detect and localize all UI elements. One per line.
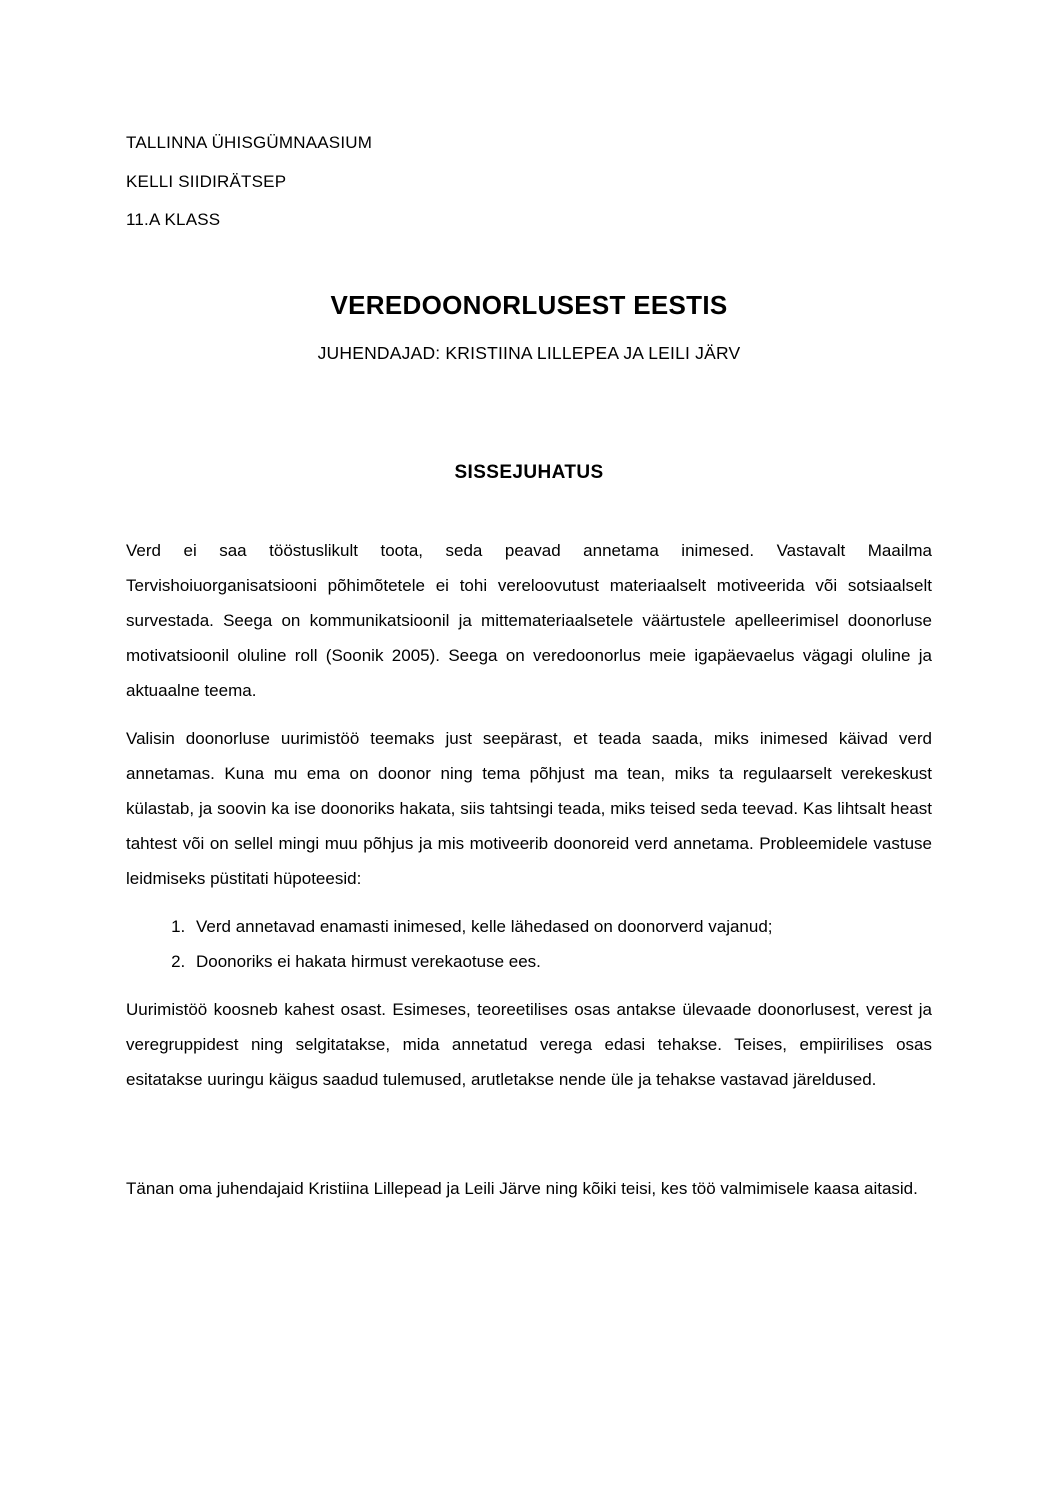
hypotheses-list: [126, 909, 932, 979]
paragraph-intro: Verd ei saa tööstuslikult toota, seda peavad annetama inimesed. Vastavalt Maailma Tervishoiuorganisatsiooni põhimõtetele ei tohi vereloovutust materiaalselt motiveerida või sotsiaalselt survestada. Seega on kommunikatsioonil ja mittemateriaalsetele väärtustele apelleerimisel doonorluse motivatsioonil oluline roll (Soonik 2005). Seega on veredoonorlus meie igapäevaelus vägagi oluline ja aktuaalne teema.: [126, 540, 932, 700]
hypothesis-item-2: 2. Doonoriks ei hakata hirmust verekaotuse ees.: [190, 944, 932, 979]
paragraph-structure: Uurimistöö koosneb kahest osast. Esimeses, teoreetilises osas antakse ülevaade doonorlusest, verest ja veregruppidest ning selgitatakse, mida annetatud verega edasi tehakse. Teises, empiirilises osas esitatakse uuringu käigus saadud tulemused, arutletakse nende üle ja tehakse vastavad järeldused.: [126, 999, 932, 1089]
header-class-line: 11.A KLASS: [126, 210, 221, 229]
document-header: [126, 124, 932, 240]
header-author-line: KELLI SIIDIRÄTSEP: [126, 171, 287, 191]
header-school-line: TALLINNA ÜHISGÜMNAASIUM: [126, 133, 373, 152]
document-subtitle: JUHENDAJAD: KRISTIINA LILLEPEA JA LEILI JÄRV: [317, 342, 741, 363]
paragraph-acknowledgement: Tänan oma juhendajaid Kristiina Lillepead ja Leili Järve ning kõiki teisi, kes töö valmimisele kaasa aitasid.: [126, 1178, 918, 1198]
document-title: VEREDOONORLUSEST EESTIS: [330, 289, 728, 320]
hypothesis-item-1: 1. Verd annetavad enamasti inimesed, kelle lähedased on doonorverd vajanud;: [190, 909, 932, 944]
section-heading-sissejuhatus: SISSEJUHATUS: [454, 461, 604, 483]
paragraph-motivation: Valisin doonorluse uurimistöö teemaks just seepärast, et teada saada, miks inimesed käivad verd annetamas. Kuna mu ema on doonor ning tema põhjust ma tean, miks ta regulaarselt verekeskust külastab, ja soovin ka ise doonoriks hakata, siis tahtsingi teada, miks teised seda teevad. Kas lihtsalt heast tahtest või on sellel mingi muu põhjus ja mis motiveerib doonoreid verd annetama. Probleemidele vastuse leidmiseks püstitati hüpoteesid:: [126, 728, 932, 888]
